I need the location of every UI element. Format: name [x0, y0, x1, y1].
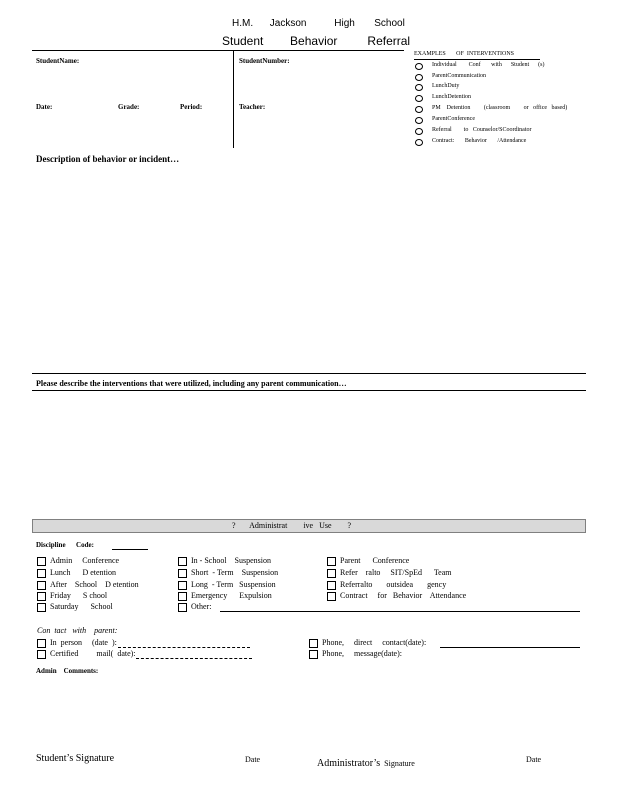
checkbox-after-school-detention[interactable]	[37, 581, 46, 590]
phone-direct-date-line[interactable]	[440, 647, 580, 648]
administrator-signature-date-label: Date	[526, 755, 542, 764]
interventions-heading-underline	[414, 59, 540, 60]
intervention-radio-6[interactable]	[415, 117, 423, 124]
intervention-item-1: Individual Conf with Student (s)	[432, 62, 545, 68]
label-phone-message: Phone, message(date):	[322, 649, 402, 658]
label-short-term-suspension: Short - Term Suspension	[191, 568, 279, 577]
student-signature-label: Student’s Signature	[36, 753, 115, 764]
period-label: Period:	[180, 103, 203, 111]
in-person-date-line[interactable]	[118, 647, 250, 648]
student-signature-date-label: Date	[245, 755, 261, 764]
intervention-radio-7[interactable]	[415, 128, 423, 135]
label-phone-direct: Phone, direct contact(date):	[322, 638, 427, 647]
checkbox-lunch-detention[interactable]	[37, 569, 46, 578]
checkbox-referral-outside-agency[interactable]	[327, 581, 336, 590]
interventions-prompt: Please describe the interventions that were utilized, including any parent communication…	[36, 379, 347, 388]
admin-comments-field[interactable]	[36, 678, 584, 738]
label-certified-mail: Certified mail( date):	[50, 649, 136, 658]
label-friday-school: Friday S chool	[50, 591, 108, 600]
checkbox-admin-conference[interactable]	[37, 557, 46, 566]
label-lunch-detention: Lunch D etention	[50, 568, 116, 577]
checkbox-emergency-expulsion[interactable]	[178, 592, 187, 601]
info-divider	[233, 50, 234, 148]
interventions-field[interactable]	[36, 394, 584, 514]
intervention-radio-3[interactable]	[415, 84, 423, 91]
label-in-school-suspension: In - School Suspension	[191, 556, 271, 565]
checkbox-contract-behavior[interactable]	[327, 592, 336, 601]
checkbox-phone-message[interactable]	[309, 650, 318, 659]
description-heading: Description of behavior or incident…	[36, 154, 180, 164]
intervention-item-4: LunchDetention	[432, 94, 471, 100]
label-saturday-school: Saturday School	[50, 602, 113, 611]
other-input-line[interactable]	[220, 611, 580, 612]
top-border-line	[32, 50, 404, 51]
date-label: Date:	[36, 103, 53, 111]
intervention-radio-2[interactable]	[415, 74, 423, 81]
school-name: H.M. Jackson High School	[232, 18, 405, 29]
intervention-item-8: Contract: Behavior /Attendance	[432, 138, 527, 144]
label-parent-conference: Parent Conference	[340, 556, 410, 565]
intervention-radio-8[interactable]	[415, 139, 423, 146]
label-in-person: In person (date ):	[50, 638, 117, 647]
label-emergency-expulsion: Emergency Expulsion	[191, 591, 272, 600]
intervention-radio-1[interactable]	[415, 63, 423, 70]
label-other: Other:	[191, 602, 212, 611]
administrator-word: Administrator’s	[317, 758, 381, 769]
intervention-item-7: Referral to Counselor/SCoordinator	[432, 127, 532, 133]
checkbox-in-school-suspension[interactable]	[178, 557, 187, 566]
intervention-item-2: ParentCommunication	[432, 73, 486, 79]
label-after-school-detention: After School D etention	[50, 580, 139, 589]
description-field[interactable]	[36, 168, 584, 368]
interventions-bottom-line	[32, 390, 586, 391]
label-referral-outside-agency: Referralto outsidea gency	[340, 580, 447, 589]
checkbox-certified-mail[interactable]	[37, 650, 46, 659]
label-referral-sit-sped: Refer ralto SIT/SpEd Team	[340, 568, 452, 577]
student-name-label: StudentName:	[36, 57, 80, 65]
intervention-item-6: ParentConference	[432, 116, 475, 122]
checkbox-parent-conference[interactable]	[327, 557, 336, 566]
signature-word: Signature	[384, 759, 415, 768]
label-admin-conference: Admin Conference	[50, 556, 120, 565]
form-title: Student Behavior Referral	[222, 34, 411, 48]
discipline-code-label: Discipline Code:	[36, 541, 94, 549]
administrator-signature-label	[317, 753, 415, 771]
student-number-label: StudentNumber:	[239, 57, 290, 65]
certified-mail-date-line[interactable]	[136, 658, 252, 659]
label-long-term-suspension: Long - Term Suspension	[191, 580, 276, 589]
intervention-item-5: PM Detention (classroom or office based)	[432, 105, 568, 111]
intervention-radio-4[interactable]	[415, 95, 423, 102]
checkbox-long-term-suspension[interactable]	[178, 581, 187, 590]
discipline-code-input-line[interactable]	[112, 549, 148, 550]
checkbox-other[interactable]	[178, 603, 187, 612]
checkbox-referral-sit-sped[interactable]	[327, 569, 336, 578]
checkbox-in-person[interactable]	[37, 639, 46, 648]
checkbox-saturday-school[interactable]	[37, 603, 46, 612]
checkbox-friday-school[interactable]	[37, 592, 46, 601]
intervention-radio-5[interactable]	[415, 106, 423, 113]
checkbox-short-term-suspension[interactable]	[178, 569, 187, 578]
label-contract-behavior: Contract for Behavior Attendance	[340, 591, 467, 600]
teacher-label: Teacher:	[239, 103, 266, 111]
grade-label: Grade:	[118, 103, 140, 111]
interventions-heading: EXAMPLES OF INTERVENTIONS	[414, 51, 515, 57]
interventions-top-line	[32, 373, 586, 374]
admin-comments-label: Admin Comments:	[36, 667, 99, 675]
intervention-item-3: LunchDuty	[432, 83, 460, 89]
checkbox-phone-direct[interactable]	[309, 639, 318, 648]
admin-use-title: ? Administrat ive Use ?	[232, 521, 352, 530]
contact-parent-heading: Con tact with parent:	[37, 626, 118, 635]
